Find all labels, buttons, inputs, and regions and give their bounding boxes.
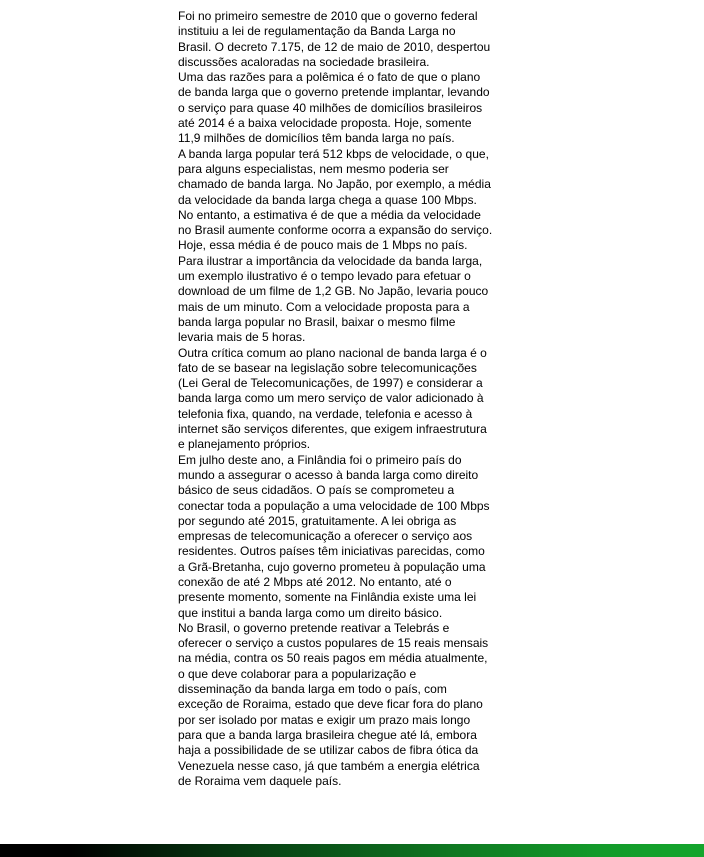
article-line: No Brasil, o governo pretende reativar a Telebrás e <box>178 620 450 635</box>
article-line: mais de um minuto. Com a velocidade proposta para a <box>178 299 470 314</box>
article-line: e planejamento próprios. <box>178 437 311 452</box>
article-line: Para ilustrar a importância da velocidade da banda larga, <box>178 253 483 268</box>
article-line: Outra crítica comum ao plano nacional de banda larga é o <box>178 345 487 360</box>
article-line: a Grã-Bretanha, cujo governo prometeu à população uma <box>178 559 486 574</box>
article-line: banda larga como um mero serviço de valor adicionado à <box>178 391 484 406</box>
article-line: instituiu a lei de regulamentação da Banda Larga no <box>178 24 456 39</box>
article-line: da velocidade da banda larga chega a quase 100 Mbps. <box>178 192 477 207</box>
article-body <box>178 9 508 789</box>
article-line: o que deve colaborar para a popularização e <box>178 666 417 681</box>
article-line: na média, contra os 50 reais pagos em média atualmente, <box>178 651 488 666</box>
article-line: A banda larga popular terá 512 kbps de velocidade, o que, <box>178 146 489 161</box>
article-line: download de um filme de 1,2 GB. No Japão, levaria pouco <box>178 284 489 299</box>
article-line: conexão de até 2 Mbps até 2012. No entanto, até o <box>178 574 452 589</box>
article-line: básico de seus cidadãos. O país se comprometeu a <box>178 483 455 498</box>
article-line: No entanto, a estimativa é de que a média da velocidade <box>178 207 481 222</box>
article-line: conectar toda a população a uma velocidade de 100 Mbps <box>178 498 490 513</box>
article-line: por ser isolado por matas e exigir um prazo mais longo <box>178 712 471 727</box>
article-line: no Brasil aumente conforme ocorra a expansão do serviço. <box>178 223 493 238</box>
article-line: discussões acaloradas na sociedade brasileira. <box>178 54 430 69</box>
article-line: haja a possibilidade de se utilizar cabos de fibra ótica da <box>178 743 479 758</box>
article-line: Venezuela nesse caso, já que também a energia elétrica <box>178 758 480 773</box>
article-line: para alguns especialistas, nem mesmo poderia ser <box>178 161 449 176</box>
article-line: presente momento, somente na Finlândia existe uma lei <box>178 590 477 605</box>
article-line: de Roraima vem daquele país. <box>178 773 342 788</box>
article-line: de banda larga que o governo pretende implantar, levando <box>178 85 490 100</box>
article-line: até 2014 é a baixa velocidade proposta. Hoje, somente <box>178 116 472 131</box>
article-line: para que a banda larga brasileira chegue até lá, embora <box>178 727 477 742</box>
article-line: (Lei Geral de Telecomunicações, de 1997) e considerar a <box>178 376 483 391</box>
article-line: fato de se basear na legislação sobre telecomunicações <box>178 360 477 375</box>
article-line: telefonia fixa, quando, na verdade, telefonia e acesso à <box>178 406 473 421</box>
article-line: chamado de banda larga. No Japão, por exemplo, a média <box>178 177 491 192</box>
article-line: Uma das razões para a polêmica é o fato de que o plano <box>178 70 481 85</box>
article-line: mundo a assegurar o acesso à banda larga como direito <box>178 467 479 482</box>
article-line: levaria mais de 5 horas. <box>178 330 306 345</box>
article-line: oferecer o serviço a custos populares de 15 reais mensais <box>178 636 489 651</box>
article-line: residentes. Outros países têm iniciativas parecidas, como <box>178 544 485 559</box>
article-line: por segundo até 2015, gratuitamente. A lei obriga as <box>178 513 457 528</box>
article-line: Hoje, essa média é de pouco mais de 1 Mbps no país. <box>178 238 468 253</box>
article-line: empresas de telecomunicação a oferecer o serviço aos <box>178 529 473 544</box>
article-line: internet são serviços diferentes, que exigem infraestrutura <box>178 422 487 437</box>
article-line: Em julho deste ano, a Finlândia foi o primeiro país do <box>178 452 462 467</box>
article-line: que institui a banda larga como um direito básico. <box>178 605 443 620</box>
article-line: Foi no primeiro semestre de 2010 que o governo federal <box>178 9 478 23</box>
article-line: um exemplo ilustrativo é o tempo levado para efetuar o <box>178 269 471 284</box>
article-line: Brasil. O decreto 7.175, de 12 de maio de 2010, despertou <box>178 39 491 54</box>
article-line: exceção de Roraima, estado que deve ficar fora do plano <box>178 697 483 712</box>
article-line: banda larga popular no Brasil, baixar o mesmo filme <box>178 314 456 329</box>
footer-gradient-bar <box>0 844 704 857</box>
article-line: 11,9 milhões de domicílios têm banda larga no país. <box>178 131 455 146</box>
article-line: disseminação da banda larga em todo o país, com <box>178 682 447 697</box>
article-line: o serviço para quase 40 milhões de domicílios brasileiros <box>178 100 483 115</box>
